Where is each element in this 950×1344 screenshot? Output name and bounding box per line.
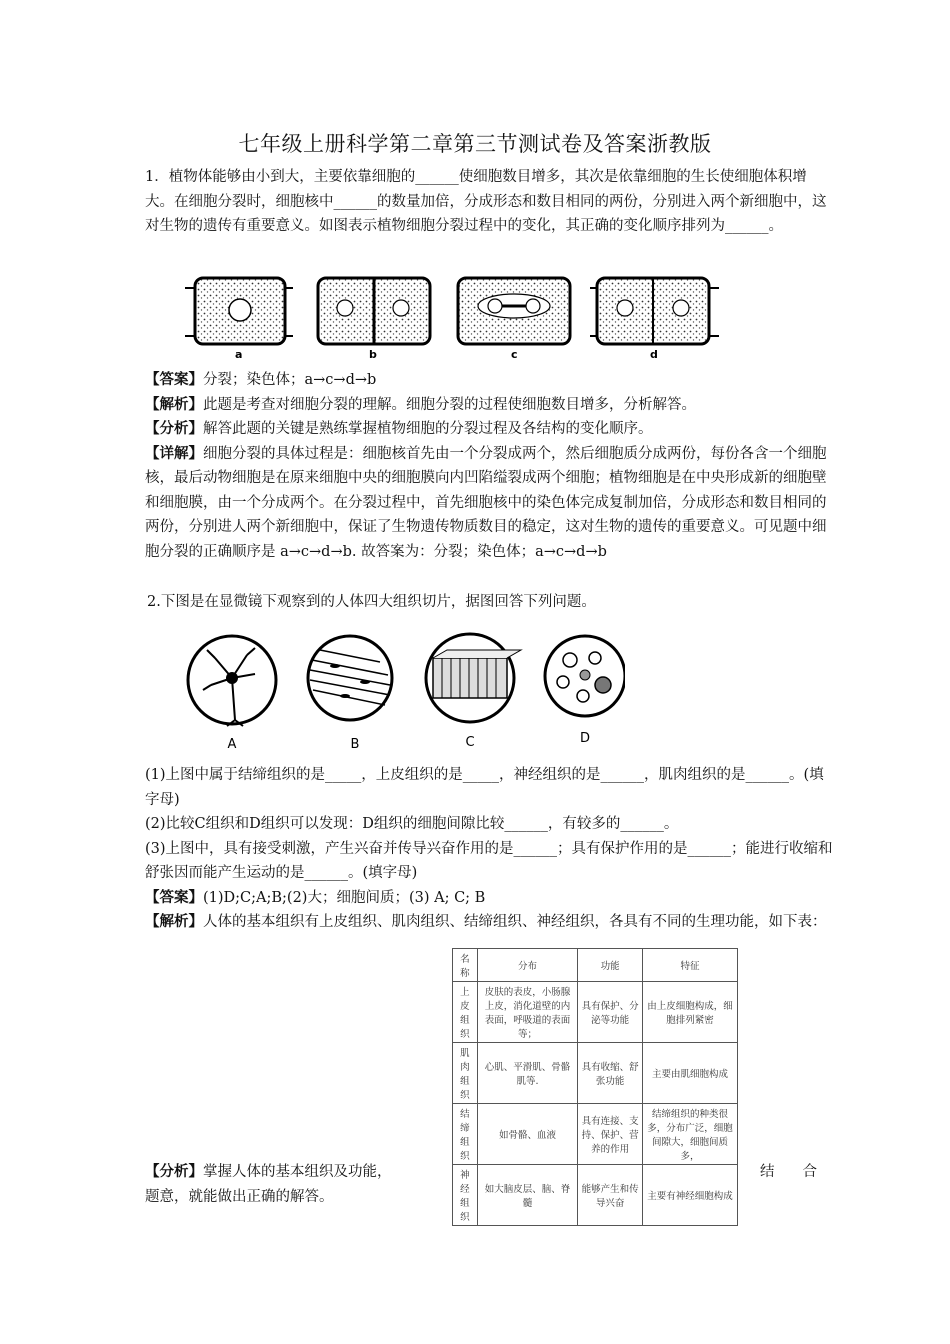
q2-fenxi: 【分析】掌握人体的基本组织及功能， <box>145 1163 392 1180</box>
table-header-row <box>453 949 738 982</box>
table-cell: 如骨骼、血液 <box>477 1104 578 1165</box>
tissue-figure <box>185 630 625 750</box>
table-cell: 由上皮细胞构成，细胞排列紧密 <box>642 982 737 1043</box>
cell-d <box>590 278 719 344</box>
q1-explanations <box>145 368 835 564</box>
q2-answer: 【答案】(1)D;C;A;B;(2)大；细胞间质；(3) A; C; B <box>145 888 486 906</box>
table-header: 功能 <box>578 949 643 982</box>
table-row <box>453 1165 738 1226</box>
q1-jiexi: 【解析】此题是考查对细胞分裂的理解。细胞分裂的过程使细胞数目增多，分析解答。 <box>145 395 696 413</box>
table-row <box>453 1104 738 1165</box>
fig1-label-d: d <box>650 348 658 361</box>
tissue-d-connective <box>545 636 625 716</box>
q2-fenxi-end: 题意，就能做出正确的解答。 <box>145 1189 334 1205</box>
q2-jiexi: 【解析】人体的基本组织有上皮组织、肌肉组织、结缔组织、神经组织，各具有不同的生理功能，如下表： <box>145 913 827 930</box>
tissue-b-muscle <box>308 636 392 720</box>
table-cell: 具有连接、支持、保护、营养的作用 <box>578 1104 643 1165</box>
q2-fenxi-continued: 结 合 <box>760 1164 817 1180</box>
table-cell: 神经组织 <box>453 1165 478 1226</box>
q1-fenxi: 【分析】解答此题的关键是熟练掌握植物细胞的分裂过程及各结构的变化顺序。 <box>145 420 653 437</box>
q2-sub-3: (3)上图中，具有接受刺激，产生兴奋并传导兴奋作用的是______；具有保护作用的是______；能进行收缩和舒张因而能产生运动的是______。(填字母) <box>145 840 833 881</box>
table-cell: 如大脑皮层、脑、脊髓 <box>477 1165 578 1226</box>
table-cell: 心肌、平滑肌、骨骼肌等. <box>477 1043 578 1104</box>
table-cell: 结缔组织 <box>453 1104 478 1165</box>
fig1-label-a: a <box>235 348 243 361</box>
page-title: 七年级上册科学第二章第三节测试卷及答案浙教版 <box>238 132 712 156</box>
table-cell: 皮肤的表皮，小肠腺上皮，消化道壁的内表面，呼吸道的表面等； <box>477 982 578 1043</box>
table-header: 分布 <box>477 949 578 982</box>
fig2-label-b: B <box>350 737 360 750</box>
fig2-label-d: D <box>579 731 591 746</box>
q1-xiangjie: 【详解】细胞分裂的具体过程是：细胞核首先由一个分裂成两个，然后细胞质分成两份，每份各含一个细胞核，最后动物细胞是在原来细胞中央的细胞膜向内凹陷缢裂成两个细胞；植物细胞是在中央形成新的细胞壁和细胞膜，由一个分成两个。在分裂过程中，首先细胞核中的染色体完成复制加倍，分成形态和数目相同的两份，分别进人两个新细胞中，保证了生物遗传物质数目的稳定，这对生物的遗传的重要意义。可见题中细胞分裂的正确顺序是 a→c→d→b. 故答案为：分裂；染色体；a→c→d→b <box>145 444 827 560</box>
cell-b <box>318 278 430 344</box>
question-2: 2.下图是在显微镜下观察到的人体四大组织切片，据图回答下列问题。 <box>147 594 596 610</box>
fig2-label-c: C <box>465 735 475 750</box>
fig1-label-b: b <box>369 348 377 361</box>
table-cell: 主要由肌细胞构成 <box>642 1043 737 1104</box>
table-cell: 主要有神经细胞构成 <box>642 1165 737 1226</box>
q2-sub-2: (2)比较C组织和D组织可以发现：D组织的细胞间隙比较______，有较多的______。 <box>145 816 679 832</box>
table-cell: 肌肉组织 <box>453 1043 478 1104</box>
table-cell: 结缔组织的种类很多，分布广泛，细胞间隙大，细胞间质多， <box>642 1104 737 1165</box>
tissue-table <box>452 948 738 1226</box>
tissue-a-nerve <box>188 636 276 726</box>
table-header: 名称 <box>453 949 478 982</box>
tissue-c-epithelial <box>426 634 521 722</box>
table-header: 特征 <box>642 949 737 982</box>
q2-sub-1: (1)上图中属于结缔组织的是_____，上皮组织的是_____，神经组织的是______，肌肉组织的是______。(填字母) <box>145 767 824 808</box>
q2-subquestions <box>145 763 835 935</box>
table-row <box>453 982 738 1043</box>
table-cell: 具有收缩、舒张功能 <box>578 1043 643 1104</box>
cell-a <box>185 278 293 344</box>
table-row <box>453 1043 738 1104</box>
cell-division-figure <box>185 270 725 362</box>
question-1: 1．植物体能够由小到大，主要依靠细胞的______使细胞数目增多，其次是依靠细胞的生长使细胞体积增大。在细胞分裂时，细胞核中______的数量加倍，分成形态和数目相同的两份，分别进入两个新细胞中，这对生物的遗传有重要意义。如图表示植物细胞分裂过程中的变化，其正确的变化顺序排列为______。 <box>145 169 827 234</box>
table-cell: 能够产生和传导兴奋 <box>578 1165 643 1226</box>
fig1-label-c: c <box>511 348 518 361</box>
table-cell: 具有保护、分泌等功能 <box>578 982 643 1043</box>
table-cell: 上皮组织 <box>453 982 478 1043</box>
q1-answer: 【答案】分裂；染色体；a→c→d→b <box>145 371 377 388</box>
fig2-label-a: A <box>227 737 237 750</box>
cell-c <box>458 278 570 344</box>
